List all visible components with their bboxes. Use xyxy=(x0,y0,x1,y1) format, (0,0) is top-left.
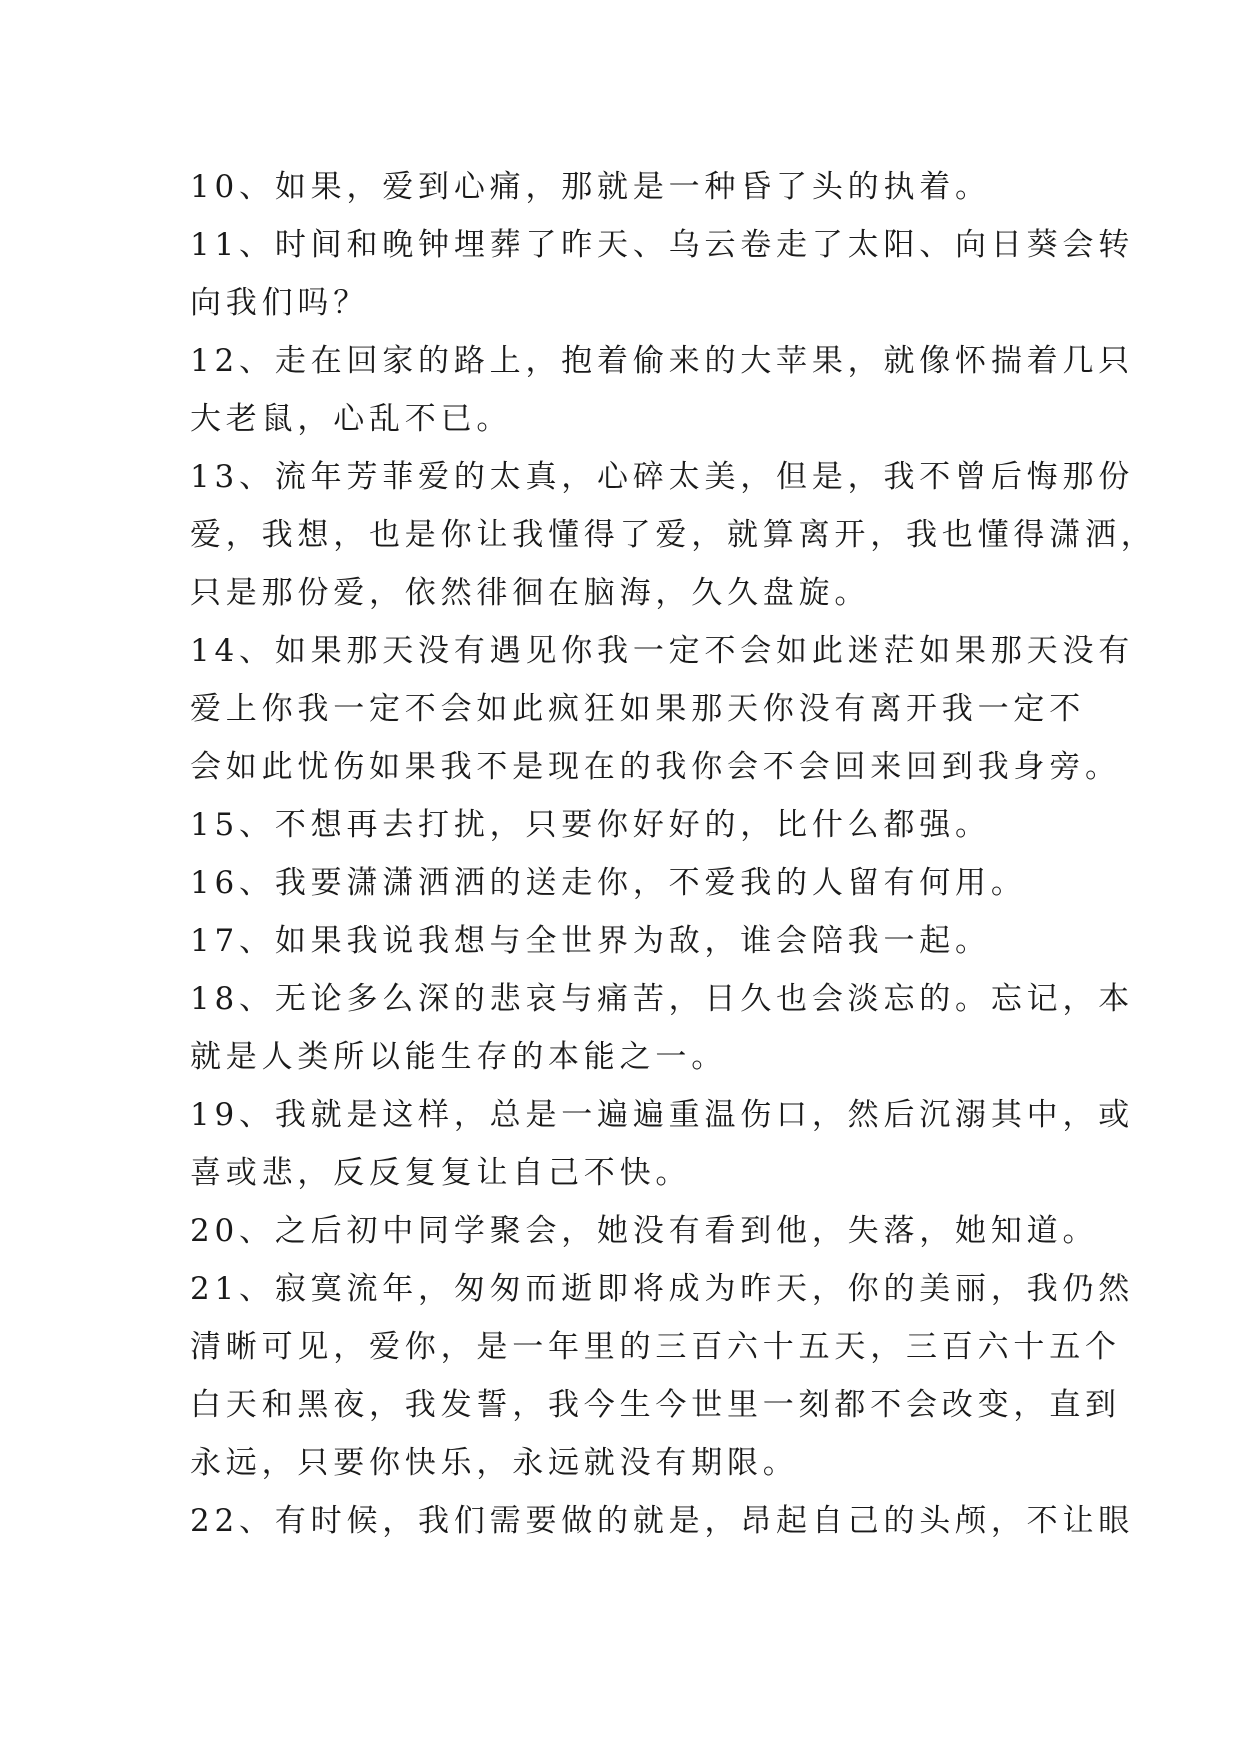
text-line: 爱，我想，也是你让我懂得了爱，就算离开，我也懂得潇洒， xyxy=(190,517,1157,553)
text-line: 10、如果，爱到心痛，那就是一种昏了头的执着。 xyxy=(190,169,991,205)
text-line: 14、如果那天没有遇见你我一定不会如此迷茫如果那天没有 xyxy=(190,633,1135,669)
text-line: 白天和黑夜，我发誓，我今生今世里一刻都不会改变，直到 xyxy=(190,1387,1121,1423)
text-line: 12、走在回家的路上，抱着偷来的大苹果，就像怀揣着几只 xyxy=(190,343,1135,379)
text-line: 清晰可见，爱你，是一年里的三百六十五天，三百六十五个 xyxy=(190,1329,1121,1365)
text-line: 11、时间和晚钟埋葬了昨天、乌云卷走了太阳、向日葵会转 xyxy=(190,227,1135,263)
text-line: 永远，只要你快乐，永远就没有期限。 xyxy=(190,1445,799,1481)
document-body xyxy=(190,158,1157,1550)
text-line: 21、寂寞流年，匆匆而逝即将成为昨天，你的美丽，我仍然 xyxy=(190,1271,1135,1307)
text-line: 19、我就是这样，总是一遍遍重温伤口，然后沉溺其中，或 xyxy=(190,1097,1135,1133)
text-line: 大老鼠，心乱不已。 xyxy=(190,401,513,437)
text-line: 20、之后初中同学聚会，她没有看到他，失落，她知道。 xyxy=(190,1213,1099,1249)
text-line: 16、我要潇潇洒洒的送走你，不爱我的人留有何用。 xyxy=(190,865,1027,901)
text-line: 17、如果我说我想与全世界为敌，谁会陪我一起。 xyxy=(190,923,991,959)
text-line: 18、无论多么深的悲哀与痛苦，日久也会淡忘的。忘记，本 xyxy=(190,981,1135,1017)
text-line: 向我们吗？ xyxy=(190,285,369,321)
text-line: 喜或悲，反反复复让自己不快。 xyxy=(190,1155,692,1191)
text-line: 15、不想再去打扰，只要你好好的，比什么都强。 xyxy=(190,807,991,843)
text-line: 就是人类所以能生存的本能之一。 xyxy=(190,1039,727,1075)
text-line: 只是那份爱，依然徘徊在脑海，久久盘旋。 xyxy=(190,575,871,611)
text-line: 13、流年芳菲爱的太真，心碎太美，但是，我不曾后悔那份 xyxy=(190,459,1135,495)
text-line: 22、有时候，我们需要做的就是，昂起自己的头颅，不让眼 xyxy=(190,1503,1135,1539)
text-line: 会如此忧伤如果我不是现在的我你会不会回来回到我身旁。 xyxy=(190,749,1121,785)
text-line: 爱上你我一定不会如此疯狂如果那天你没有离开我一定不 xyxy=(190,691,1085,727)
